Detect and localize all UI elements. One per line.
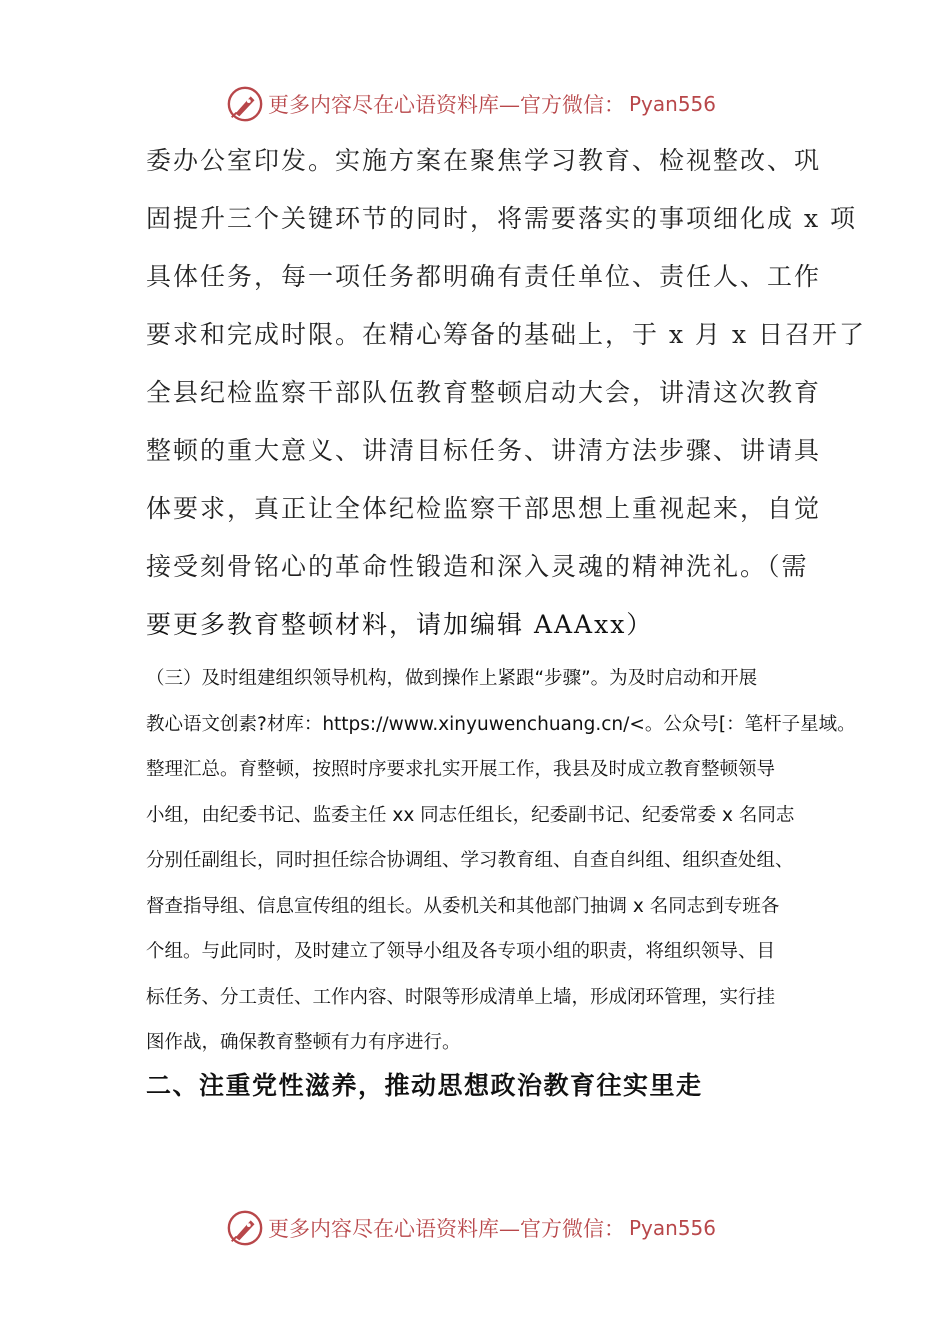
pen-nib-icon — [226, 1209, 264, 1247]
pen-nib-icon — [226, 85, 264, 123]
text-line: 具体任务，每一项任务都明确有责任单位、责任人、工作 — [146, 262, 822, 291]
watermark-banner-bottom — [226, 1208, 716, 1248]
text-line: 小组，由纪委书记、监委主任 xx 同志任组长，纪委副书记、纪委常委 x 名同志 — [146, 804, 795, 826]
section-heading: 二、注重党性滋养，推动思想政治教育往实里走 — [146, 1071, 703, 1100]
text-line: 全县纪检监察干部队伍教育整顿启动大会，讲清这次教育 — [146, 378, 822, 407]
text-line: 委办公室印发。实施方案在聚焦学习教育、检视整改、巩 — [146, 146, 822, 175]
watermark-handle: Pyan556 — [629, 92, 717, 116]
text-line: 接受刻骨铭心的革命性锻造和深入灵魂的精神洗礼。（需 — [146, 552, 809, 581]
text-line: 督查指导组、信息宣传组的组长。从委机关和其他部门抽调 x 名同志到专班各 — [146, 895, 780, 917]
text-line: 图作战，确保教育整顿有力有序进行。 — [146, 1032, 461, 1053]
text-line: 体要求，真正让全体纪检监察干部思想上重视起来，自觉 — [146, 494, 822, 523]
watermark-text: 更多内容尽在心语资料库—官方微信： — [268, 1217, 625, 1241]
text-line: 要求和完成时限。在精心筹备的基础上，于 x 月 x 日召开了 — [146, 320, 866, 349]
watermark-banner-top — [226, 84, 716, 124]
text-line: 固提升三个关键环节的同时，将需要落实的事项细化成 x 项 — [146, 204, 857, 233]
text-line: 整顿的重大意义、讲清目标任务、讲清方法步骤、讲请具 — [146, 436, 822, 465]
text-line: 教心语文创素?材库：https://www.xinyuwenchuang.cn/<。公众号[：笔杆子星域。 — [146, 713, 856, 735]
text-line: 个组。与此同时，及时建立了领导小组及各专项小组的职责，将组织领导、目 — [146, 941, 776, 962]
body-paragraph-large — [146, 136, 866, 658]
text-line: 分别任副组长，同时担任综合协调组、学习教育组、自查自纠组、组织查处组、 — [146, 850, 794, 871]
watermark-text: 更多内容尽在心语资料库—官方微信： — [268, 93, 625, 117]
text-line: 整理汇总。育整顿，按照时序要求扎实开展工作，我县及时成立教育整顿领导 — [146, 759, 776, 780]
body-paragraph-small — [146, 661, 856, 1071]
text-line: （三）及时组建组织领导机构，做到操作上紧跟“步骤”。为及时启动和开展 — [146, 668, 758, 689]
text-line: 要更多教育整顿材料，请加编辑 AAAxx） — [146, 610, 654, 639]
text-line: 标任务、分工责任、工作内容、时限等形成清单上墙，形成闭环管理，实行挂 — [146, 986, 776, 1008]
watermark-handle: Pyan556 — [629, 1216, 717, 1240]
